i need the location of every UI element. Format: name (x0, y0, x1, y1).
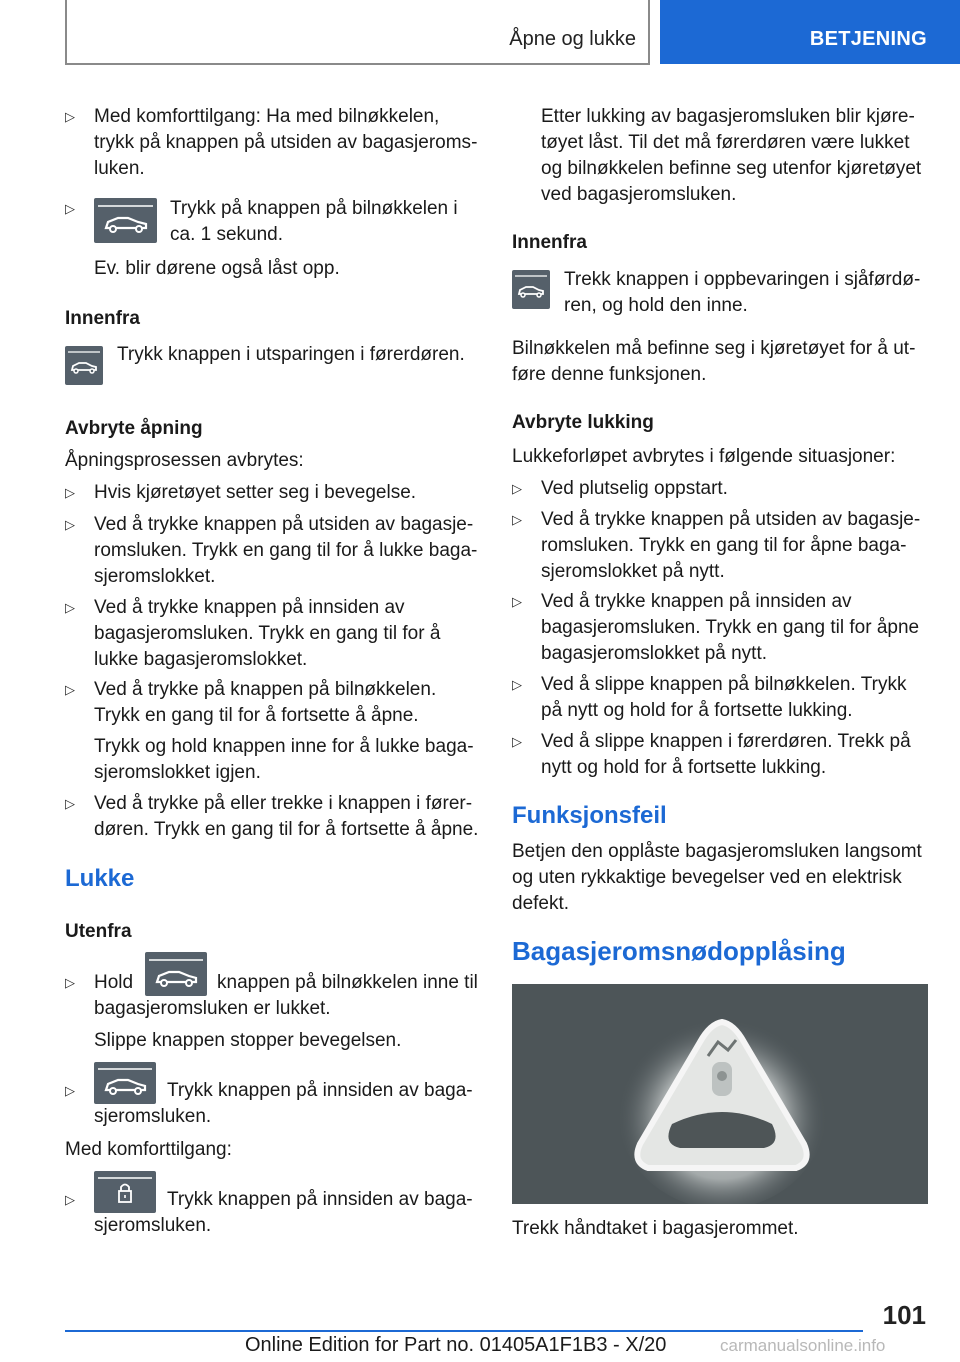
chapter-title: Åpne og lukke (509, 28, 636, 50)
page-number: 101 (882, 1300, 926, 1330)
list-item-text: Ved å trykke på knappen på bilnøkkelen. Trykk en gang til for å fortsette å åpne. (94, 679, 437, 726)
paragraph: Åpningsprosessen avbrytes: (65, 450, 304, 471)
paragraph: Lukkeforløpet avbrytes i følgende situasjoner: (512, 446, 896, 467)
car-trunk-icon (65, 346, 103, 385)
list-item-subtext: Ev. blir dørene også låst opp. (94, 258, 340, 279)
trunk-release-handle-photo (512, 984, 928, 1204)
subheading-avbryte-lukking: Avbryte lukking (512, 412, 654, 433)
list-item-text: Med komforttilgang: Ha med bilnøkkelen, trykk på knappen på utsiden av bagasjeromsluken. (94, 106, 478, 179)
bullet-icon: ▷ (512, 481, 522, 496)
list-item-text: Ved å trykke knappen på innsiden av bagasjeromsluken. Trykk en gang til for åpne bagasjeromslokket på nytt. (541, 591, 920, 664)
section-tab-label: BETJENING (809, 28, 927, 50)
bullet-icon: ▷ (512, 734, 522, 749)
list-item-text: Hvis kjøretøyet setter seg i bevegelse. (94, 482, 417, 503)
bullet-icon: ▷ (65, 517, 75, 532)
watermark: carmanualsonline.info (720, 1336, 886, 1355)
figure-caption: Trekk håndtaket i bagasjerommet. (512, 1218, 799, 1239)
bullet-icon: ▷ (512, 677, 522, 692)
bullet-icon: ▷ (65, 796, 75, 811)
section-title-nodopplasing: Bagasjeromsnødopplåsing (512, 936, 846, 966)
subheading-innenfra: Innenfra (65, 308, 140, 329)
list-item-text: knappen på bilnøkkelen inne til bagasjeromsluken er lukket. (94, 972, 478, 1019)
subheading-innenfra-lukke: Innenfra (512, 232, 587, 253)
list-item-text: Ved å trykke på eller trekke i knappen i førerdøren. Trykk en gang til for å fortsette å åpne. (94, 793, 479, 840)
bullet-icon: ▷ (512, 512, 522, 527)
section-tab[interactable] (660, 0, 960, 64)
bullet-icon: ▷ (65, 1192, 75, 1207)
footer-rule (65, 1330, 863, 1332)
car-trunk-icon (512, 270, 550, 309)
header-rule-right (648, 0, 650, 64)
car-trunk-icon (94, 198, 157, 243)
section-title-lukke: Lukke (65, 865, 135, 892)
bullet-icon: ▷ (65, 485, 75, 500)
bullet-icon: ▷ (65, 109, 75, 124)
header-rule-left (65, 0, 67, 64)
list-item-text: Trykk knappen på innsiden av bagasjeromsluken. (94, 1080, 473, 1127)
bullet-icon: ▷ (512, 594, 522, 609)
bullet-icon: ▷ (65, 600, 75, 615)
edition-text: Online Edition for Part no. 01405A1F1B3 - X/20 (245, 1334, 667, 1356)
list-item-text: Ved å trykke knappen på utsiden av bagasjeromsluken. Trykk en gang til for å lukke bagasjeromslokket. (94, 514, 478, 587)
list-item-text: Trykk på knappen på bilnøkkelen i ca. 1 sekund. (170, 198, 458, 245)
list-item-text: Ved plutselig oppstart. (541, 478, 728, 499)
paragraph: Med komforttilgang: (65, 1139, 232, 1160)
list-item-text: Ved å trykke knappen på utsiden av bagasjeromsluken. Trykk en gang til for åpne bagasjeromslokket på nytt. (541, 509, 921, 582)
list-item-text: Ved å slippe knappen på bilnøkkelen. Trykk på nytt og hold for å fortsette lukking. (541, 674, 907, 721)
bullet-icon: ▷ (65, 201, 75, 216)
subheading-avbryte-apning: Avbryte åpning (65, 418, 203, 439)
paragraph: Bilnøkkelen må befinne seg i kjøretøyet for å utføre denne funksjonen. (512, 338, 916, 385)
instruction-text: Trekk knappen i oppbevaringen i sjåførdøren, og hold den inne. (564, 269, 921, 316)
paragraph: Etter lukking av bagasjeromsluken blir kjøretøyet låst. Til det må førerdøren være lukket og bilnøkkelen befinne seg utenfor kjøretøyet ved bagasjeromsluken. (541, 106, 922, 205)
list-item-text: Hold (94, 972, 134, 993)
header-rule-bottom (65, 63, 650, 65)
list-item-text: Ved å trykke knappen på innsiden av bagasjeromsluken. Trykk en gang til for å lukke bagasjeromslokket. (94, 597, 441, 670)
list-item-subtext: Trykk og hold knappen inne for å lukke bagasjeromslokket igjen. (94, 736, 474, 783)
list-item-text: Trykk knappen på innsiden av bagasjeromsluken. (94, 1189, 473, 1236)
subheading-utenfra: Utenfra (65, 921, 132, 942)
bullet-icon: ▷ (65, 1083, 75, 1098)
section-title-funksjonsfeil: Funksjonsfeil (512, 802, 667, 829)
paragraph: Betjen den opplåste bagasjeromsluken langsomt og uten rykkaktige bevegelser ved en elektrisk defekt. (512, 841, 922, 914)
list-item-subtext: Slippe knappen stopper bevegelsen. (94, 1030, 402, 1051)
list-item-text: Ved å slippe knappen i førerdøren. Trekk på nytt og hold for å fortsette lukking. (541, 731, 911, 778)
bullet-icon: ▷ (65, 682, 75, 697)
instruction-text: Trykk knappen i utsparingen i førerdøren. (117, 344, 465, 365)
bullet-icon: ▷ (65, 975, 75, 990)
